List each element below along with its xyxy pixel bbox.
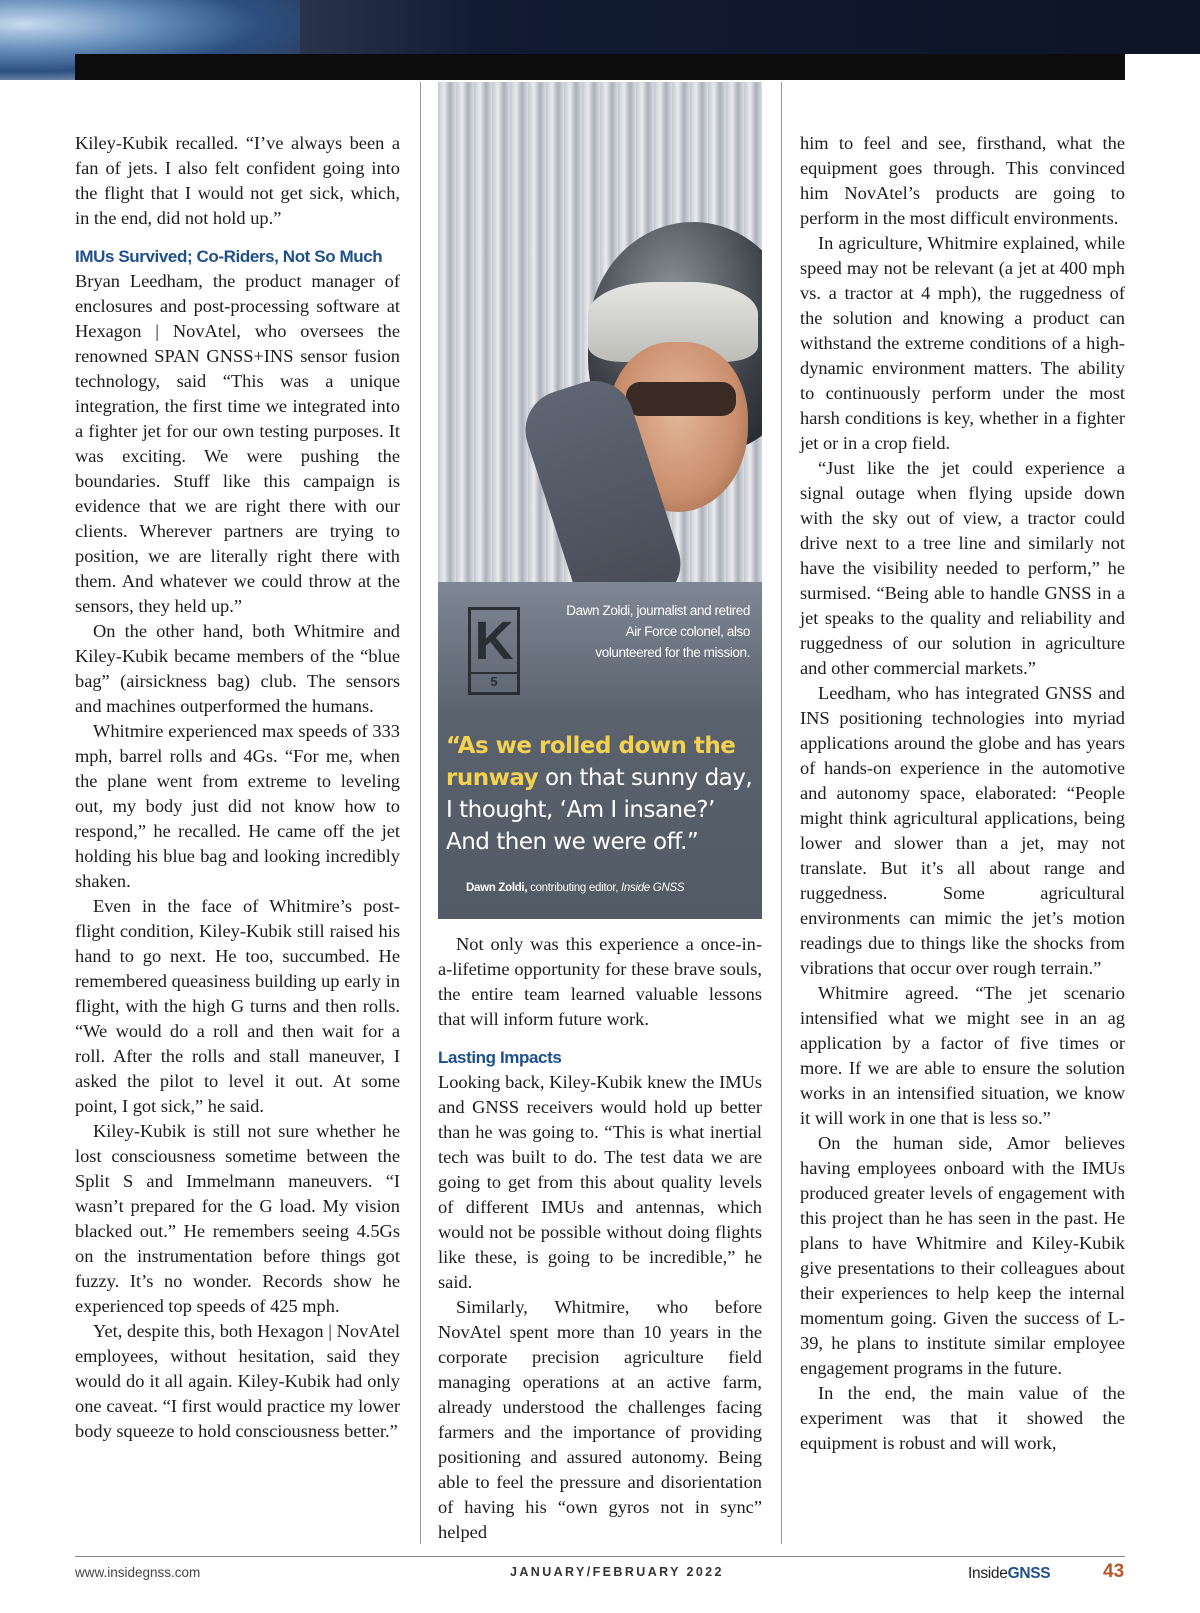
paragraph: Looking back, Kiley-Kubik knew the IMUs and GNSS receivers would hold up better than he was going to. “This is what inertial tech was built to do. The test data we are going to get from this about quality levels of different IMUs and antennas, which would not be possible without doing flights like these, is going to be incredible,” he said. xyxy=(438,1072,762,1292)
photo-caption: Dawn Zoldi, journalist and retired Air Force colonel, also volunteered for the mission. xyxy=(566,603,750,660)
pull-quote xyxy=(446,730,758,858)
paragraph: Kiley-Kubik is still not sure whether he lost consciousness sometime between the Split S and Immelmann maneuvers. “I wasn’t prepared for the G load. My vision blacked out.” He remembers seeing 4.5Gs on the instrumentation before things got fuzzy. It’s no wonder. Records show he experienced top speeds of 425 mph. xyxy=(75,1121,400,1316)
page-number: 43 xyxy=(1103,1561,1125,1582)
paragraph: Kiley-Kubik recalled. “I’ve always been a fan of jets. I also felt confident going into the flight that I would not get sick, which, in the end, did not hold up.” xyxy=(75,133,400,228)
badge-letter: K xyxy=(474,611,514,671)
article-column-3 xyxy=(800,131,1125,1456)
quote-attribution xyxy=(466,882,684,894)
paragraph: In the end, the main value of the experiment was that it showed the equipment is robust and will work, xyxy=(800,1383,1125,1453)
quote-bold: runway xyxy=(446,765,539,791)
quote-open: “As we rolled down the xyxy=(446,733,736,759)
paragraph: Leedham, who has integrated GNSS and INS positioning technologies into myriad applications around the globe and has years of hands-on experience in the automotive and autonomy space, elaborated: “People might think agricultural applications, being lower and slower than a jet, may not translate. But it’s all about range and ruggedness. Some agricultural environments can mimic the jet’s motion readings due to things like the shocks from vibrations that occur over rough terrain.” xyxy=(800,683,1125,978)
badge-number: 5 xyxy=(471,672,517,690)
paragraph: Similarly, Whitmire, who before NovAtel spent more than 10 years in the corporate precision agriculture field managing operations at an active farm, already understood the challenges facing farmers and the importance of providing positioning and assured autonomy. Being able to feel the pressure and disorientation of having his “own gyros not in sync” helped xyxy=(438,1297,762,1542)
column-divider-right xyxy=(781,82,782,1544)
paragraph: him to feel and see, firsthand, what the equipment goes through. This convinced him NovAtel’s products are going to perform in the most difficult environments. xyxy=(800,133,1125,228)
attrib-publication: Inside GNSS xyxy=(621,882,685,894)
footer-issue-date: JANUARY/FEBRUARY 2022 xyxy=(510,1565,724,1579)
brand-gnss: GNSS xyxy=(1007,1565,1051,1582)
pilot-photo xyxy=(438,82,762,919)
paragraph: Whitmire experienced max speeds of 333 mph, barrel rolls and 4Gs. “For me, when the plane went from extreme to leveling out, my body just did not know how to respond,” he recalled. He came off the jet holding his blue bag and looking incredibly shaken. xyxy=(75,721,400,891)
article-column-1 xyxy=(75,131,400,1444)
section-heading: IMUs Survived; Co-Riders, Not So Much xyxy=(75,247,383,266)
paragraph: Yet, despite this, both Hexagon | NovAtel employees, without hesitation, said they would do it all again. Kiley-Kubik had only one caveat. “I first would practice my lower body squeeze to hold consciousness better.” xyxy=(75,1321,400,1441)
attrib-role: contributing editor, xyxy=(527,882,622,894)
header-banner xyxy=(0,0,1200,80)
k-marking-badge xyxy=(468,607,520,695)
aviator-sunglasses xyxy=(626,382,736,416)
paragraph: Bryan Leedham, the product manager of enclosures and post-processing software at Hexagon | NovAtel, who oversees the renowned SPAN GNSS+INS sensor fusion technology, said “This was a unique integration, the first time we integrated into a fighter jet for our own testing purposes. It was exciting. We were pushing the boundaries. Stuff like this campaign is evidence that we are right there with our clients. Wherever partners are trying to position, we are literally right there with them. And whatever we could throw at the sensors, they held up.” xyxy=(75,271,400,616)
footer-brand xyxy=(968,1565,1050,1583)
attrib-name: Dawn Zoldi, xyxy=(466,882,528,894)
paragraph: On the human side, Amor believes having employees onboard with the IMUs produced greater levels of engagement with this project than he has seen in the past. He plans to have Whitmire and Kiley-Kubik give presentations to their colleagues about their experiences to help keep the internal momentum going. Given the success of L-39, he plans to institute similar employee engagement programs in the future. xyxy=(800,1133,1125,1378)
footer-url[interactable]: www.insidegnss.com xyxy=(75,1565,201,1580)
header-black-band xyxy=(75,54,1125,80)
footer-rule xyxy=(75,1556,1125,1557)
brand-inside: Inside xyxy=(968,1565,1008,1582)
paragraph: “Just like the jet could experience a signal outage when flying upside down with the sky out of view, a tractor could drive next to a tree line and similarly not have the visibility needed to perform,” he surmised. “Being able to handle GNSS in a jet speaks to the quality and reliability and ruggedness of our solution in agriculture and other commercial markets.” xyxy=(800,458,1125,678)
column-divider-left xyxy=(420,82,421,1544)
quote-rest: on that sunny day, I thought, ‘Am I insane?’ And then we were off.” xyxy=(446,765,753,855)
article-column-2 xyxy=(438,932,762,1545)
paragraph: Not only was this experience a once-in-a-lifetime opportunity for these brave souls, the entire team learned valuable lessons that will inform future work. xyxy=(438,934,762,1029)
section-heading: Lasting Impacts xyxy=(438,1048,562,1067)
paragraph: On the other hand, both Whitmire and Kiley-Kubik became members of the “blue bag” (airsickness bag) club. The sensors and machines outperformed the humans. xyxy=(75,621,400,716)
paragraph: In agriculture, Whitmire explained, while speed may not be relevant (a jet at 400 mph vs. a tractor at 4 mph), the ruggedness of the solution and knowing a product can withstand the extreme conditions of a high-dynamic environment matters. The ability to continuously perform under the most harsh conditions is key, whether in a fighter jet or in a crop field. xyxy=(800,233,1125,453)
paragraph: Even in the face of Whitmire’s post-flight condition, Kiley-Kubik still raised his hand to go next. He too, succumbed. He remembered queasiness building up early in flight, with the high G turns and then rolls. “We would do a roll and then wait for a roll. After the rolls and stall maneuver, I asked the pilot to level it out. At some point, I got sick,” he said. xyxy=(75,896,400,1116)
paragraph: Whitmire agreed. “The jet scenario intensified what we might see in an ag application by a factor of five times or more. If we are able to ensure the solution works in an intensified situation, we know it will work in one that is less so.” xyxy=(800,983,1125,1128)
